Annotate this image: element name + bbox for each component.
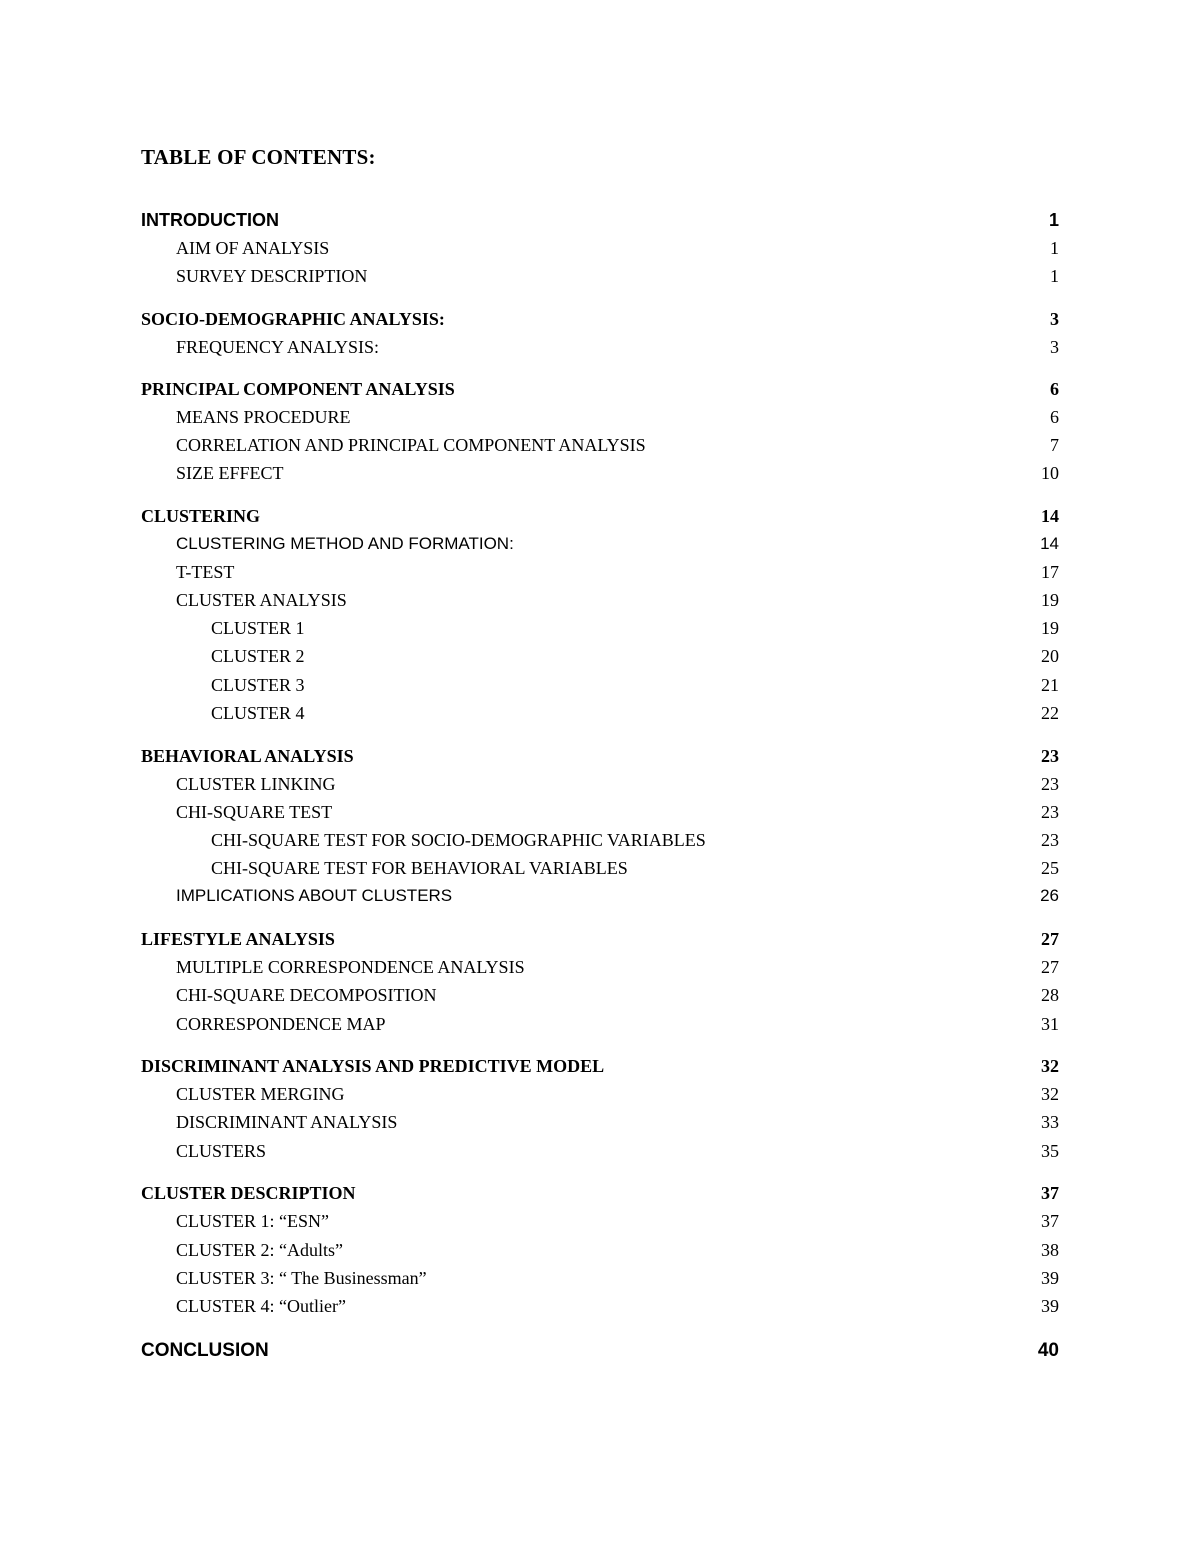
toc-entry-label: CLUSTER 2 [211, 646, 305, 666]
toc-entry-size-effect[interactable] [141, 460, 1059, 486]
toc-entry-label: CLUSTER 3 [211, 675, 305, 695]
toc-page-number: 20 [1041, 646, 1059, 666]
toc-entry-cluster-merging[interactable] [141, 1081, 1059, 1107]
toc-page-number: 3 [1050, 309, 1059, 329]
toc-entry-label: CLUSTER 4: “Outlier” [176, 1296, 346, 1316]
toc-entry-introduction[interactable] [141, 207, 1059, 233]
toc-entry-frequency-analysis[interactable] [141, 334, 1059, 360]
toc-entry-label: CLUSTER 3: “ The Businessman” [176, 1268, 427, 1288]
toc-entry-label: BEHAVIORAL ANALYSIS [141, 746, 354, 766]
toc-page-number: 6 [1050, 379, 1059, 399]
toc-entry-lifestyle-analysis[interactable] [141, 926, 1059, 952]
toc-entry-correspondence-map[interactable] [141, 1011, 1059, 1037]
toc-entry-label: CONCLUSION [141, 1340, 269, 1361]
toc-page-number: 32 [1041, 1056, 1059, 1076]
toc-page-number: 26 [1040, 886, 1059, 905]
toc-page-number: 27 [1041, 929, 1059, 949]
toc-entry-label: SIZE EFFECT [176, 463, 284, 483]
toc-entry-survey-description[interactable] [141, 263, 1059, 289]
toc-entry-cluster-linking[interactable] [141, 771, 1059, 797]
toc-page-number: 1 [1050, 238, 1059, 258]
toc-entry-correlation-and-pca[interactable] [141, 432, 1059, 458]
toc-entry-label: PRINCIPAL COMPONENT ANALYSIS [141, 379, 455, 399]
toc-page-number: 21 [1041, 675, 1059, 695]
toc-entry-label: CLUSTER 1: “ESN” [176, 1211, 329, 1231]
toc-page-number: 3 [1050, 337, 1059, 357]
toc-entry-cluster-1[interactable] [141, 615, 1059, 641]
toc-entry-label: CLUSTER DESCRIPTION [141, 1183, 356, 1203]
toc-page-number: 40 [1037, 1340, 1059, 1361]
toc-entry-label: DISCRIMINANT ANALYSIS [176, 1112, 398, 1132]
toc-entry-label: LIFESTYLE ANALYSIS [141, 929, 335, 949]
toc-entry-label: MEANS PROCEDURE [176, 407, 351, 427]
toc-page-number: 10 [1041, 463, 1059, 483]
toc-page-number: 7 [1050, 435, 1059, 455]
toc-entry-label: CHI-SQUARE TEST FOR SOCIO-DEMOGRAPHIC VARIABLES [211, 830, 706, 850]
toc-entry-label: CLUSTER 1 [211, 618, 305, 638]
toc-entry-chi-square-test[interactable] [141, 799, 1059, 825]
toc-entry-multiple-correspondence-analysis[interactable] [141, 954, 1059, 980]
toc-entry-cluster-4-outlier[interactable] [141, 1293, 1059, 1319]
toc-entry-label: CHI-SQUARE TEST [176, 802, 333, 822]
toc-page-number: 14 [1041, 506, 1059, 526]
toc-entry-label: CLUSTERS [176, 1141, 267, 1161]
toc-entry-cluster-3[interactable] [141, 672, 1059, 698]
toc-page-number: 33 [1041, 1112, 1059, 1132]
toc-entry-discriminant-analysis-and-predictive-model[interactable] [141, 1053, 1059, 1079]
toc-entry-label: CHI-SQUARE TEST FOR BEHAVIORAL VARIABLES [211, 858, 628, 878]
toc-entry-means-procedure[interactable] [141, 404, 1059, 430]
toc-page-number: 38 [1041, 1240, 1059, 1260]
toc-page-number: 39 [1041, 1296, 1059, 1316]
toc-entry-label: T-TEST [176, 562, 235, 582]
toc-entry-label: CLUSTERING METHOD AND FORMATION: [176, 534, 514, 553]
toc-page-number: 25 [1041, 858, 1059, 878]
toc-entry-principal-component-analysis[interactable] [141, 376, 1059, 402]
toc-page-number: 23 [1041, 774, 1059, 794]
toc-page-number: 37 [1041, 1183, 1059, 1203]
toc-entry-label: CLUSTER 2: “Adults” [176, 1240, 343, 1260]
toc-entry-cluster-2-adults[interactable] [141, 1237, 1059, 1263]
toc-entry-label: FREQUENCY ANALYSIS: [176, 337, 380, 357]
toc-entry-chi-square-socio-demographic[interactable] [141, 827, 1059, 853]
toc-entry-label: CLUSTERING [141, 506, 261, 526]
toc-page-number: 23 [1041, 746, 1059, 766]
toc-entry-label: CLUSTER ANALYSIS [176, 590, 347, 610]
toc-entry-label: SURVEY DESCRIPTION [176, 266, 368, 286]
toc-page-number: 19 [1041, 618, 1059, 638]
toc-page-number: 22 [1041, 703, 1059, 723]
toc-entry-clusters[interactable] [141, 1138, 1059, 1164]
toc-entry-cluster-3-businessman[interactable] [141, 1265, 1059, 1291]
toc-page-number: 27 [1041, 957, 1059, 977]
toc-page-number: 23 [1041, 830, 1059, 850]
toc-page-number: 31 [1041, 1014, 1059, 1034]
toc-entry-cluster-analysis[interactable] [141, 587, 1059, 613]
toc-entry-behavioral-analysis[interactable] [141, 743, 1059, 769]
toc-entry-t-test[interactable] [141, 559, 1059, 585]
toc-entry-cluster-4[interactable] [141, 700, 1059, 726]
toc-page-number: 1 [1050, 266, 1059, 286]
toc-entry-label: AIM OF ANALYSIS [176, 238, 330, 258]
toc-entry-cluster-1-esn[interactable] [141, 1208, 1059, 1234]
toc-entry-label: CORRESPONDENCE MAP [176, 1014, 386, 1034]
toc-entry-implications-about-clusters[interactable] [141, 883, 1059, 909]
toc-title: TABLE OF CONTENTS: [141, 145, 376, 169]
toc-entry-discriminant-analysis[interactable] [141, 1109, 1059, 1135]
toc-entry-clustering-method[interactable] [141, 531, 1059, 557]
toc-entry-chi-square-decomposition[interactable] [141, 982, 1059, 1008]
toc-entry-label: CHI-SQUARE DECOMPOSITION [176, 985, 437, 1005]
toc-page-number: 32 [1041, 1084, 1059, 1104]
toc-entry-clustering[interactable] [141, 503, 1059, 529]
toc-page-number: 39 [1041, 1268, 1059, 1288]
toc-entry-cluster-2[interactable] [141, 643, 1059, 669]
toc-entry-aim-of-analysis[interactable] [141, 235, 1059, 261]
toc-entry-label: INTRODUCTION [141, 210, 279, 230]
toc-page-number: 14 [1040, 534, 1059, 553]
toc-entry-socio-demographic-analysis[interactable] [141, 306, 1059, 332]
toc-entry-conclusion[interactable] [141, 1338, 1059, 1364]
toc-entry-label: DISCRIMINANT ANALYSIS AND PREDICTIVE MODEL [141, 1056, 605, 1076]
toc-page-number: 28 [1041, 985, 1059, 1005]
toc-entry-label: CLUSTER MERGING [176, 1084, 345, 1104]
toc-page-number: 1 [1048, 210, 1059, 230]
toc-entry-label: IMPLICATIONS ABOUT CLUSTERS [176, 886, 453, 905]
toc-page-number: 6 [1050, 407, 1059, 427]
toc-entry-label: CLUSTER LINKING [176, 774, 336, 794]
toc-page-number: 35 [1041, 1141, 1059, 1161]
toc-entry-label: CORRELATION AND PRINCIPAL COMPONENT ANALYSIS [176, 435, 646, 455]
toc-entry-chi-square-behavioral[interactable] [141, 855, 1059, 881]
toc-page-number: 19 [1041, 590, 1059, 610]
toc-entry-label: MULTIPLE CORRESPONDENCE ANALYSIS [176, 957, 525, 977]
toc-entry-label: SOCIO-DEMOGRAPHIC ANALYSIS: [141, 309, 445, 329]
toc-entry-cluster-description[interactable] [141, 1180, 1059, 1206]
toc-page-number: 37 [1041, 1211, 1059, 1231]
toc-page-number: 23 [1041, 802, 1059, 822]
toc-entry-label: CLUSTER 4 [211, 703, 305, 723]
toc-page-number: 17 [1041, 562, 1059, 582]
